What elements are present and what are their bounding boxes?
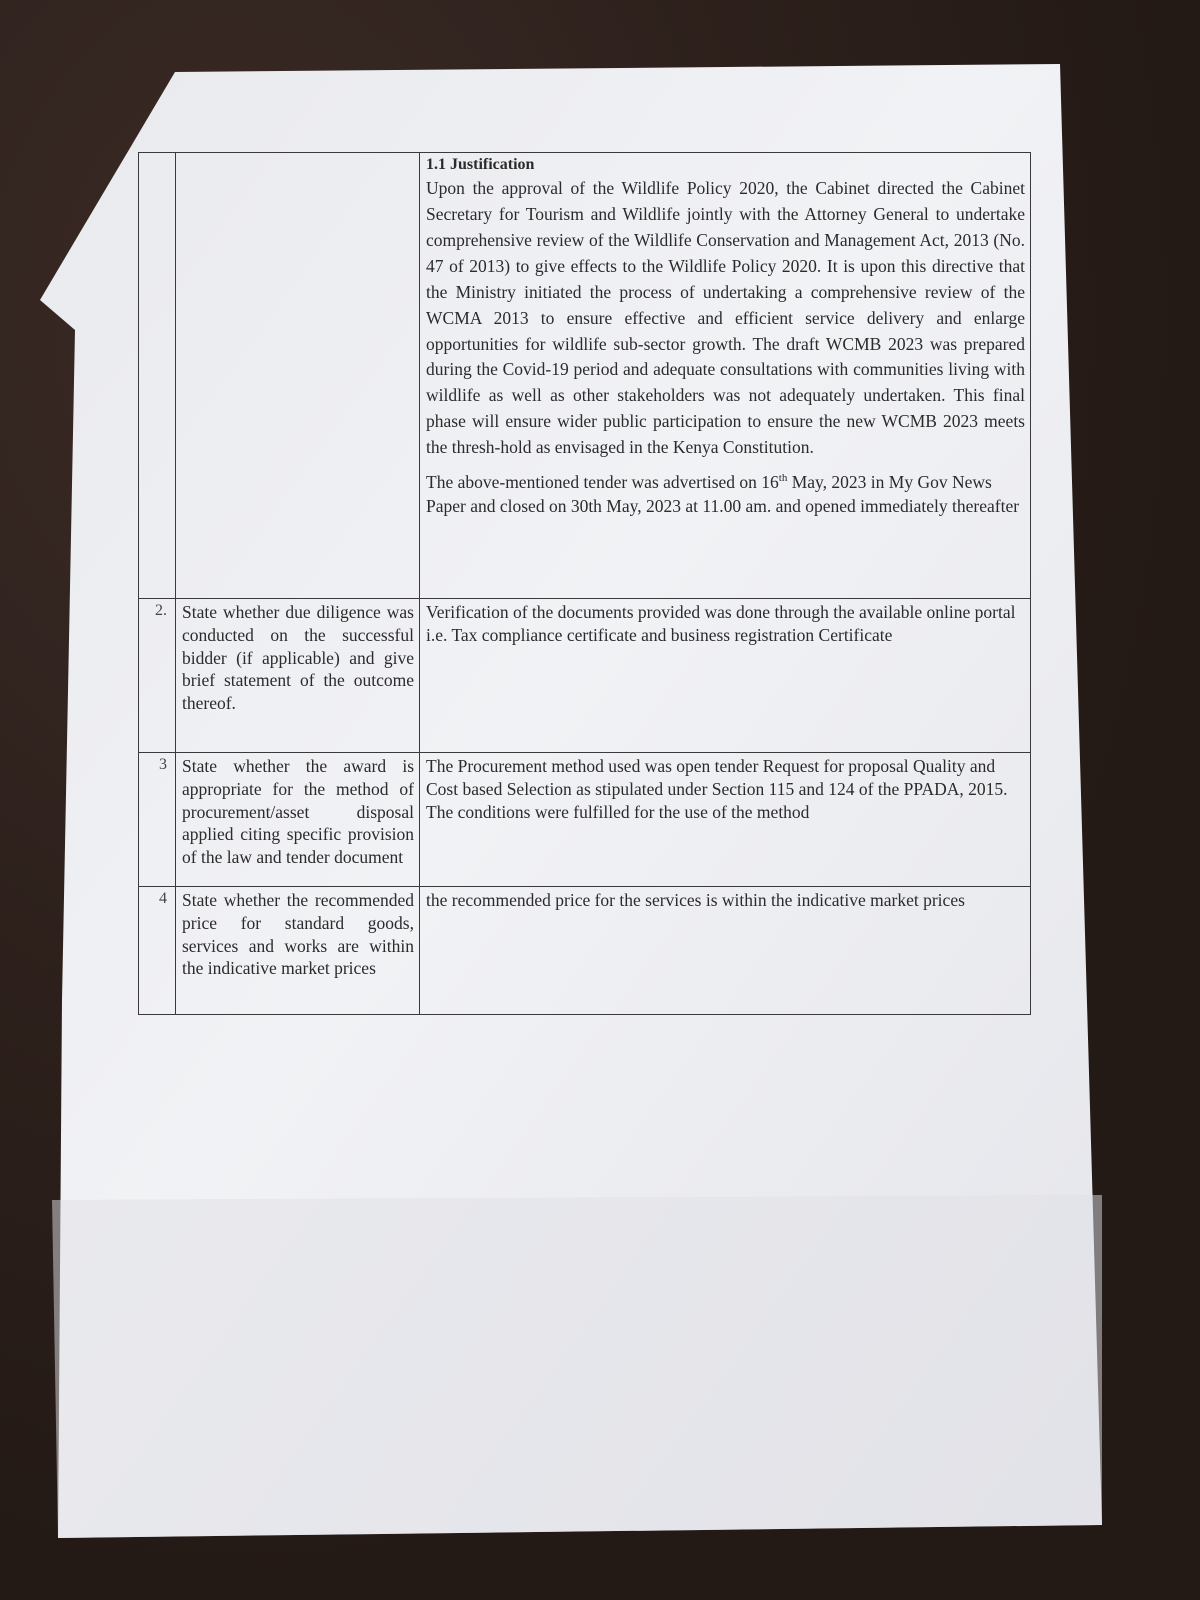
row-number: 4 xyxy=(139,887,176,1015)
tender-advert-text xyxy=(426,471,1025,518)
justification-cell xyxy=(420,153,1031,599)
answer-text: Verification of the documents provided was done through the available online portal i.e. Tax compliance certificate and business registration Certificate xyxy=(420,599,1031,753)
answer-text: the recommended price for the services is within the indicative market prices xyxy=(420,887,1031,1015)
row-number: 3 xyxy=(139,753,176,887)
question-text: State whether due diligence was conducted on the successful bidder (if applicable) and give brief statement of the outcome thereof. xyxy=(176,599,420,753)
row-number: 2. xyxy=(139,599,176,753)
tender-text-end: May, 2023 in My Gov News Paper and closed on 30th May, 2023 at 11.00 am. and opened immediately thereafter xyxy=(426,471,1020,516)
question-cell xyxy=(176,153,420,599)
question-text: State whether the recommended price for standard goods, services and works are within the indicative market prices xyxy=(176,887,420,1015)
paper-fold-shadow xyxy=(52,1195,1102,1538)
row-number-cell xyxy=(139,153,176,599)
table-row xyxy=(139,599,1031,753)
table-row xyxy=(139,753,1031,887)
table-row xyxy=(139,153,1031,599)
procurement-table xyxy=(138,152,1031,1015)
justification-heading: 1.1 Justification xyxy=(426,156,535,173)
tender-text-start: The above-mentioned tender was advertised on 16 xyxy=(426,471,779,492)
answer-text: The Procurement method used was open tender Request for proposal Quality and Cost based Selection as stipulated under Section 115 and 124 of the PPADA, 2015. The conditions were fulfilled for the use of the method xyxy=(420,753,1031,887)
table-row xyxy=(139,887,1031,1015)
question-text: State whether the award is appropriate for the method of procurement/asset disposal applied citing specific provision of the law and tender document xyxy=(176,753,420,887)
justification-body: Upon the approval of the Wildlife Policy 2020, the Cabinet directed the Cabinet Secretary for Tourism and Wildlife jointly with the Attorney General to undertake comprehensive review of the Wildlife Conservation and Management Act, 2013 (No. 47 of 2013) to give effects to the Wildlife Policy 2020. It is upon this directive that the Ministry initiated the process of undertaking a comprehensive review of the WCMA 2013 to ensure effective and efficient service delivery and enlarge opportunities for wildlife sub-sector growth. The draft WCMB 2023 was prepared during the Covid-19 period and adequate consultations with communities living with wildlife as well as other stakeholders was not adequately undertaken. This final phase will ensure wider public participation to ensure the new WCMB 2023 meets the thresh-hold as envisaged in the Kenya Constitution. xyxy=(426,178,1025,458)
tender-superscript: th xyxy=(778,472,788,485)
